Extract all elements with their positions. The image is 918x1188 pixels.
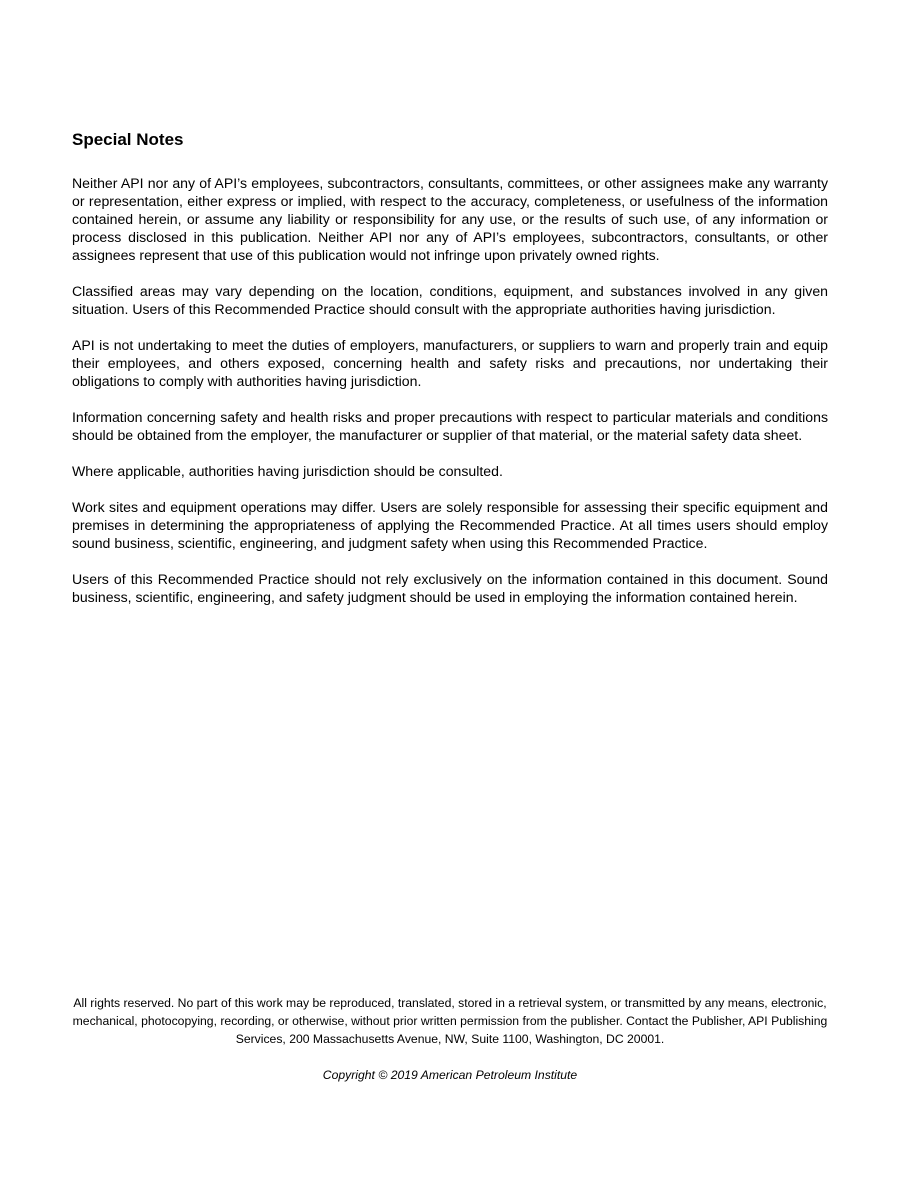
- paragraph-employer-duties: API is not undertaking to meet the duties of employers, manufacturers, or suppliers to warn and properly train and equip their employees, and others exposed, concerning health and safety risks and precautions, nor undertaking their obligations to comply with authorities having jurisdiction.: [72, 337, 828, 389]
- copyright-notice: Copyright © 2019 American Petroleum Institute: [322, 1068, 578, 1082]
- paragraph-safety-information: Information concerning safety and health risks and proper precautions with respect to particular materials and conditions should be obtained from the employer, the manufacturer or supplier of that material, or the material safety data sheet.: [72, 409, 828, 443]
- special-notes-section: [72, 129, 828, 624]
- paragraph-classified-areas: Classified areas may vary depending on the location, conditions, equipment, and substances involved in any given situation. Users of this Recommended Practice should consult with the appropriate authorities having jurisdiction.: [72, 283, 828, 317]
- paragraph-warranty-disclaimer: Neither API nor any of API’s employees, subcontractors, consultants, committees, or other assignees make any warranty or representation, either express or implied, with respect to the accuracy, completeness, or usefulness of the information contained herein, or assume any liability or responsibility for any use, or the results of such use, of any information or process disclosed in this publication. Neither API nor any of API’s employees, subcontractors, consultants, or other assignees represent that use of this publication would not infringe upon privately owned rights.: [72, 175, 828, 263]
- rights-notice: All rights reserved. No part of this work may be reproduced, translated, stored in a retrieval system, or transmitted by any means, electronic, mechanical, photocopying, recording, or otherwise, without prior written permission from the publisher. Contact the Publisher, API Publishing Services, 200 Massachusetts Avenue, NW, Suite 1100, Washington, DC 20001.: [72, 996, 828, 1046]
- page-footer: [72, 994, 828, 1084]
- paragraph-reliance: Users of this Recommended Practice should not rely exclusively on the information contained in this document. Sound business, scientific, engineering, and safety judgment should be used in employing the information contained herein.: [72, 571, 828, 605]
- page-title: Special Notes: [72, 130, 184, 149]
- paragraph-work-sites: Work sites and equipment operations may differ. Users are solely responsible for assessing their specific equipment and premises in determining the appropriateness of applying the Recommended Practice. At all times users should employ sound business, scientific, engineering, and judgment safety when using this Recommended Practice.: [72, 499, 828, 551]
- paragraph-jurisdiction: Where applicable, authorities having jurisdiction should be consulted.: [72, 463, 503, 479]
